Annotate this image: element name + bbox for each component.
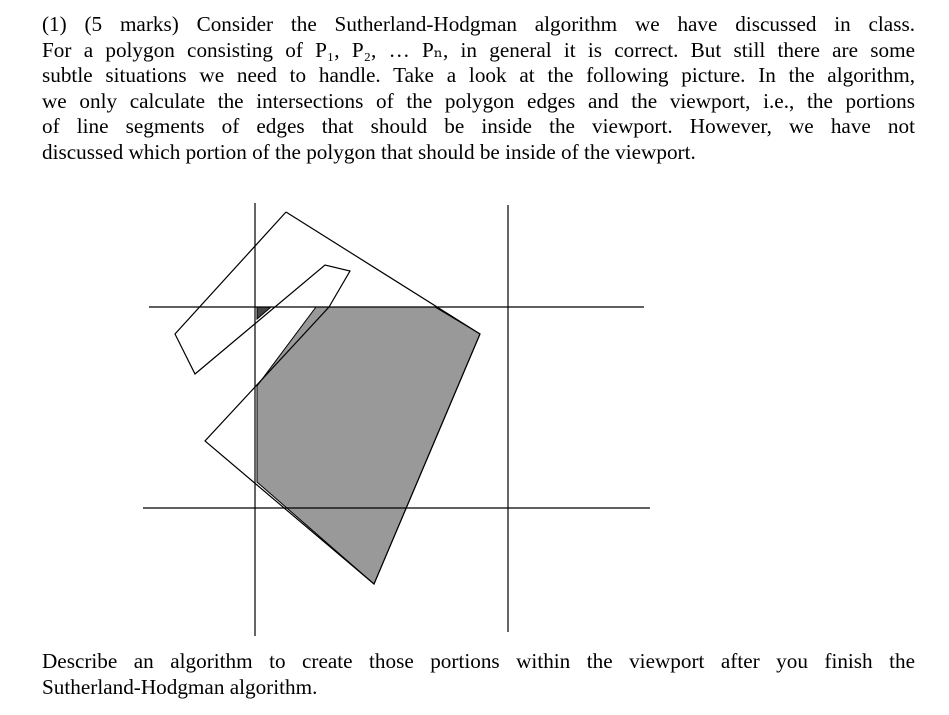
intro-line-5: of line segments of edges that should be inside the viewport. However, we have not [42, 114, 915, 139]
clipped-corner-sliver [257, 307, 271, 319]
closing-line-1: Describe an algorithm to create those portions within the viewport after you finish the [42, 649, 915, 673]
question-closing [42, 649, 915, 700]
closing-line-2: Sutherland-Hodgman algorithm. [42, 674, 318, 699]
intro-line-6: discussed which portion of the polygon that should be inside of the viewport. [42, 139, 696, 164]
intro-line-4: we only calculate the intersections of the polygon edges and the viewport, i.e., the portions [42, 88, 915, 113]
intro-line-2: For a polygon consisting of P₁, P₂, … Pₙ, in general it is correct. But still there are some [42, 37, 915, 62]
intro-line-3: subtle situations we need to handle. Take a look at the following picture. In the algorithm, [42, 63, 915, 88]
intro-line-1: (1) (5 marks) Consider the Sutherland-Hodgman algorithm we have discussed in class. [42, 12, 915, 36]
